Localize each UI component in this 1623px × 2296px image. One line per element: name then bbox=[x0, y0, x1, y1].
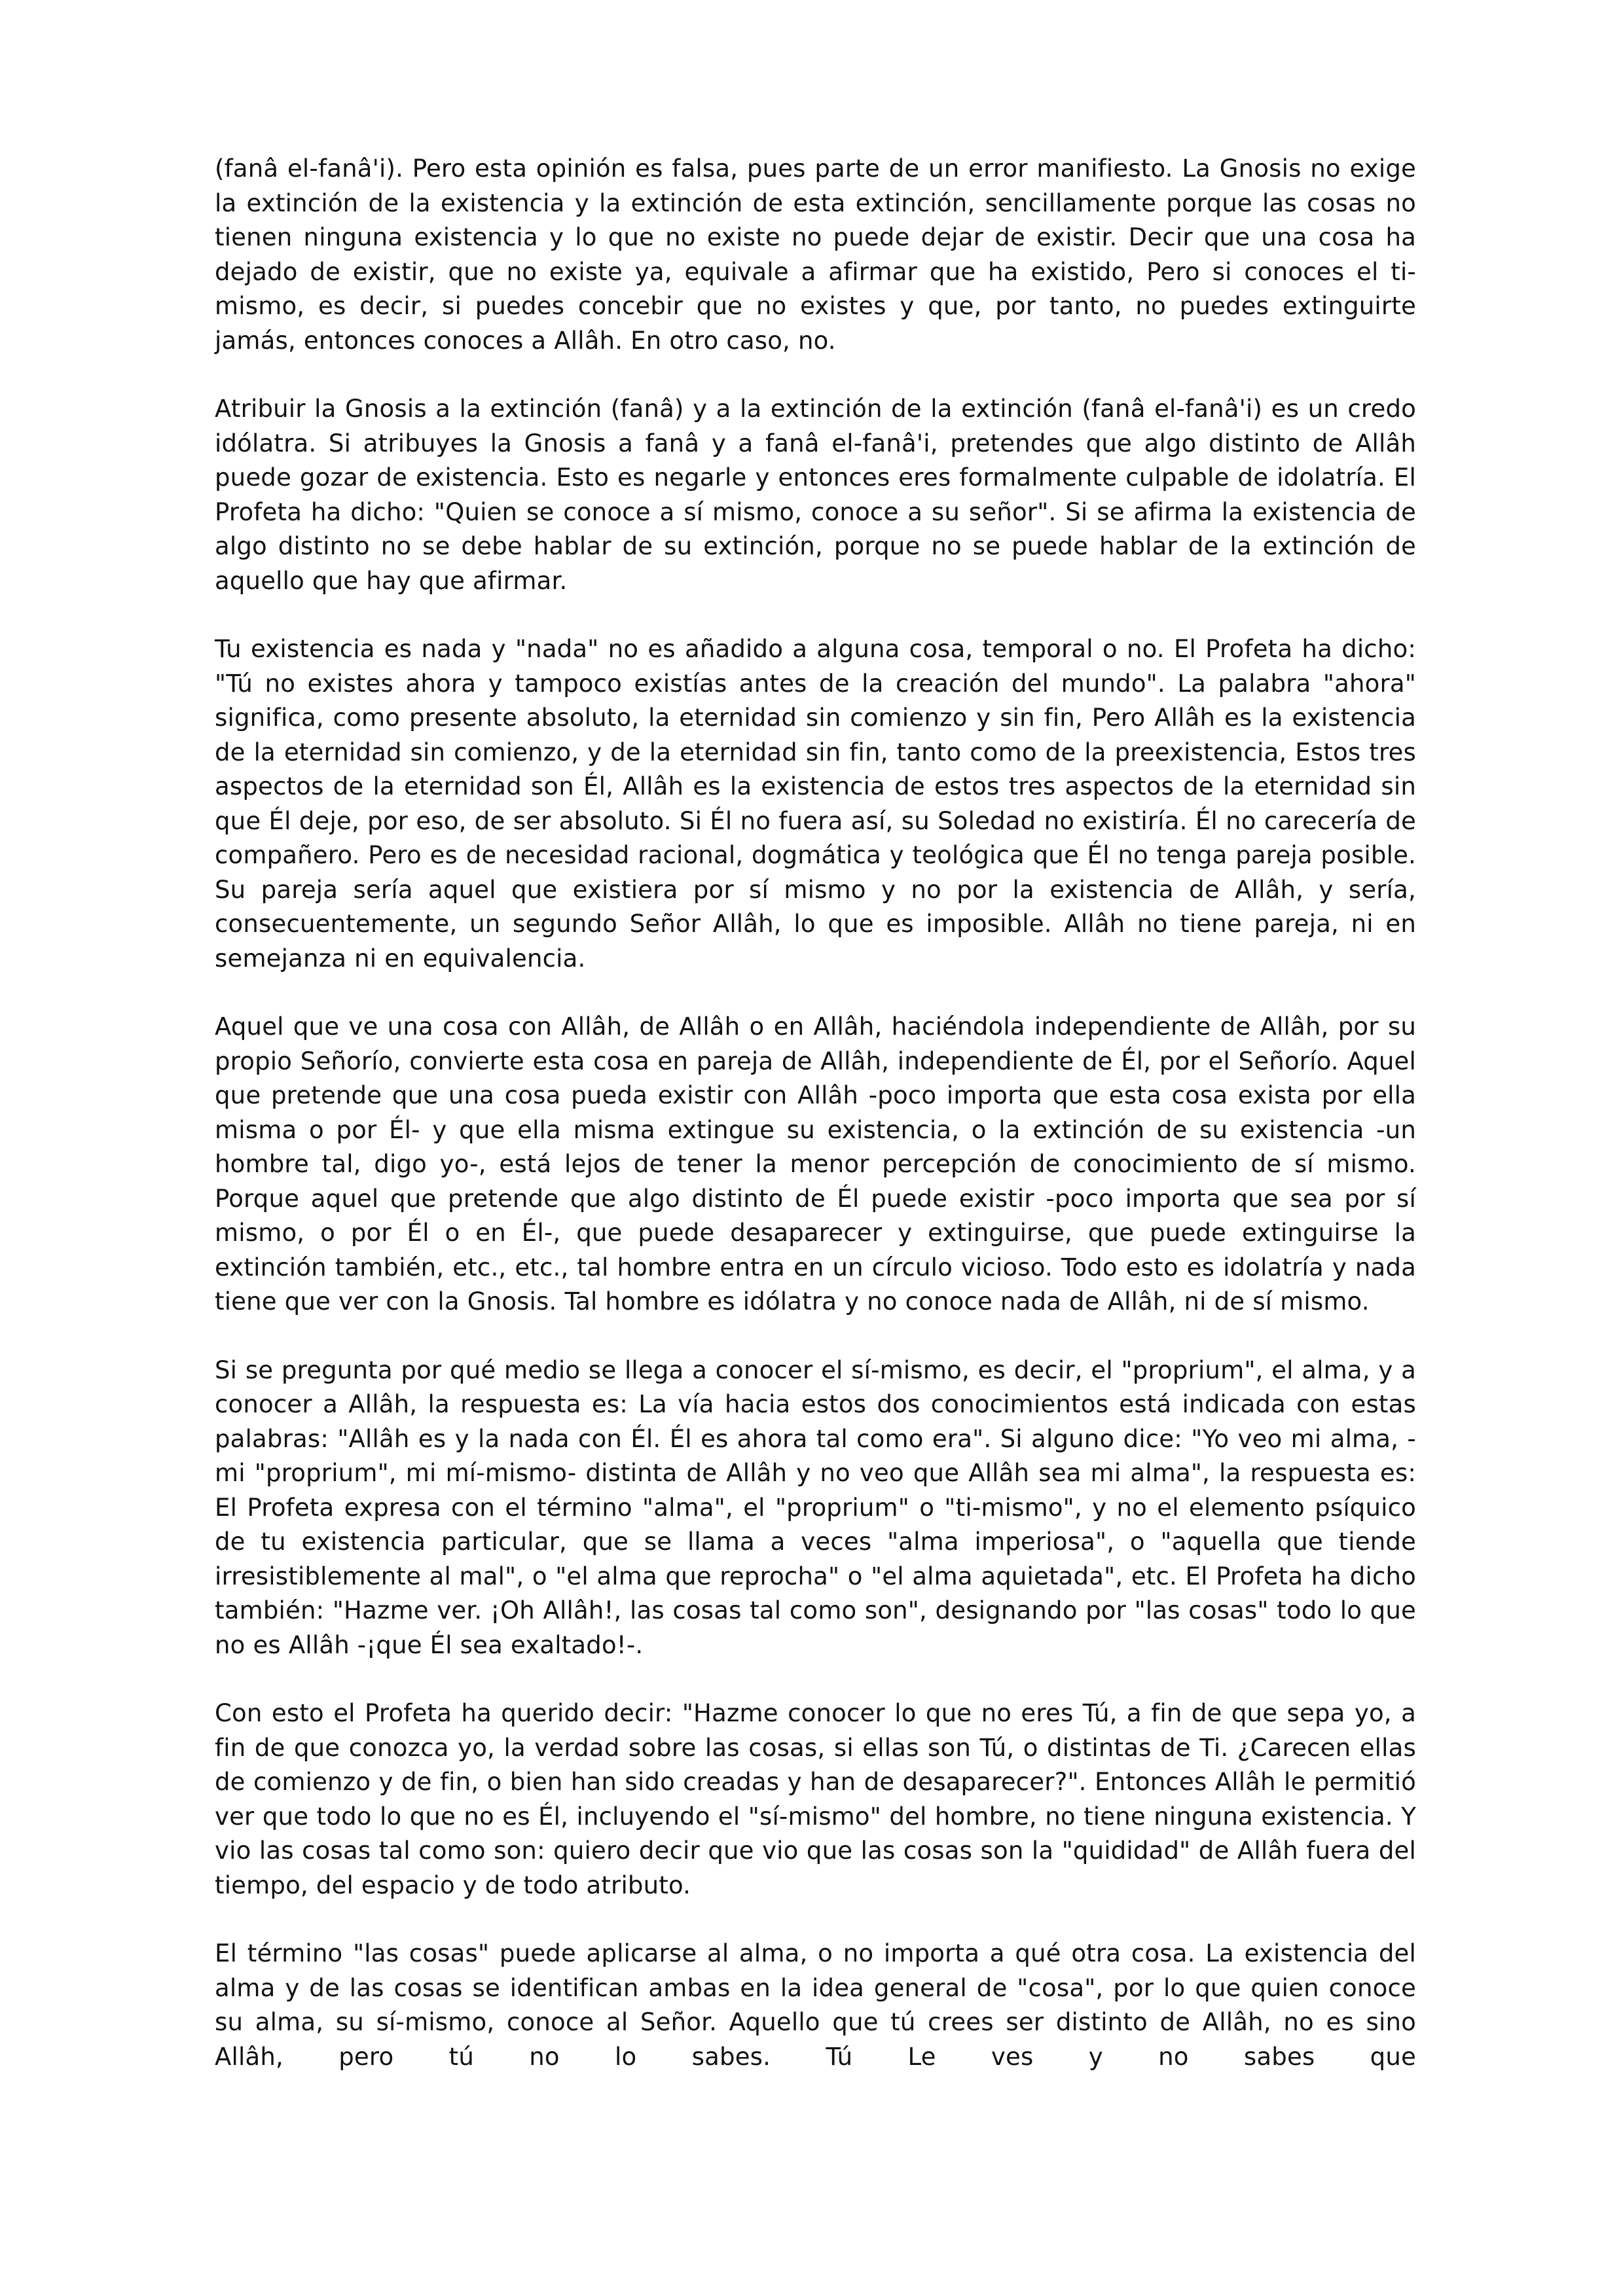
document-page bbox=[215, 152, 1416, 2074]
paragraph-las-cosas: El término "las cosas" puede aplicarse al alma, o no importa a qué otra cosa. La existencia del alma y de las cosas se identifican ambas en la idea general de "cosa", por lo que quien conoce su alma, su sí-mismo, conoce al Señor. Aquello que tú crees ser distinto de Allâh, no es sino Allâh, pero tú no lo sabes. Tú Le ves y no sabes que bbox=[215, 1939, 1416, 2071]
paragraph-conocer-si-mismo: Si se pregunta por qué medio se llega a conocer el sí-mismo, es decir, el "proprium", el alma, y a conocer a Allâh, la respuesta es: La vía hacia estos dos conocimientos está indicada con estas palabras: "Allâh es y la nada con Él. Él es ahora tal como era". Si alguno dice: "Yo veo mi alma, -mi "proprium", mi mí-mismo- distinta de Allâh y no veo que Allâh sea mi alma", la respuesta es: El Profeta expresa con el término "alma", el "proprium" o "ti-mismo", y no el elemento psíquico de tu existencia particular, que se llama a veces "alma imperiosa", o "aquella que tiende irresistiblemente al mal", o "el alma que reprocha" o "el alma aquietada", etc. El Profeta ha dicho también: "Hazme ver. ¡Oh Allâh!, las cosas tal como son", designando por "las cosas" todo lo que no es Allâh -¡que Él sea exaltado!-. bbox=[215, 1355, 1416, 1659]
paragraph-extincion: (fanâ el-fanâ'i). Pero esta opinión es falsa, pues parte de un error manifiesto. La Gnosis no exige la extinción de la existencia y la extinción de esta extinción, sencillamente porque las cosas no tienen ninguna existencia y lo que no existe no puede dejar de existir. Decir que una cosa ha dejado de existir, que no existe ya, equivale a afirmar que ha existido, Pero si conoces el ti-mismo, es decir, si puedes concebir que no existes y que, por tanto, no puedes extinguirte jamás, entonces conoces a Allâh. En otro caso, no. bbox=[215, 154, 1416, 355]
paragraph-gnosis-idolatria: Atribuir la Gnosis a la extinción (fanâ) y a la extinción de la extinción (fanâ el-fanâ'i) es un credo idólatra. Si atribuyes la Gnosis a fanâ y a fanâ el-fanâ'i, pretendes que algo distinto de Allâh puede gozar de existencia. Esto es negarle y entonces eres formalmente culpable de idolatría. El Profeta ha dicho: "Quien se conoce a sí mismo, conoce a su señor". Si se afirma la existencia de algo distinto no se debe hablar de su extinción, porque no se puede hablar de la extinción de aquello que hay que afirmar. bbox=[215, 395, 1416, 595]
paragraph-hazme-conocer: Con esto el Profeta ha querido decir: "Hazme conocer lo que no eres Tú, a fin de que sepa yo, a fin de que conozca yo, la verdad sobre las cosas, si ellas son Tú, o distintas de Ti. ¿Carecen ellas de comienzo y de fin, o bien han sido creadas y han de desaparecer?". Entonces Allâh le permitió ver que todo lo que no es Él, incluyendo el "sí-mismo" del hombre, no tiene ninguna existencia. Y vio las cosas tal como son: quiero decir que vio que las cosas son la "quididad" de Allâh fuera del tiempo, del espacio y de todo atributo. bbox=[215, 1699, 1416, 1899]
paragraph-tu-existencia: Tu existencia es nada y "nada" no es añadido a alguna cosa, temporal o no. El Profeta ha dicho: "Tú no existes ahora y tampoco existías antes de la creación del mundo". La palabra "ahora" significa, como presente absoluto, la eternidad sin comienzo y sin fin, Pero Allâh es la existencia de la eternidad sin comienzo, y de la eternidad sin fin, tanto como de la preexistencia, Estos tres aspectos de la eternidad son Él, Allâh es la existencia de estos tres aspectos de la eternidad sin que Él deje, por eso, de ser absoluto. Si Él no fuera así, su Soledad no existiría. Él no carecería de compañero. Pero es de necesidad racional, dogmática y teológica que Él no tenga pareja posible. Su pareja sería aquel que existiera por sí mismo y no por la existencia de Allâh, y sería, consecuentemente, un segundo Señor Allâh, lo que es imposible. Allâh no tiene pareja, ni en semejanza ni en equivalencia. bbox=[215, 635, 1416, 973]
paragraph-pareja-de-allah: Aquel que ve una cosa con Allâh, de Allâh o en Allâh, haciéndola independiente de Allâh, por su propio Señorío, convierte esta cosa en pareja de Allâh, independiente de Él, por el Señorío. Aquel que pretende que una cosa pueda existir con Allâh -poco importa que esta cosa exista por ella misma o por Él- y que ella misma extingue su existencia, o la extinción de su existencia -un hombre tal, digo yo-, está lejos de tener la menor percepción de conocimiento de sí mismo. Porque aquel que pretende que algo distinto de Él puede existir -poco importa que sea por sí mismo, o por Él o en Él-, que puede desaparecer y extinguirse, que puede extinguirse la extinción también, etc., etc., tal hombre entra en un círculo vicioso. Todo esto es idolatría y nada tiene que ver con la Gnosis. Tal hombre es idólatra y no conoce nada de Allâh, ni de sí mismo. bbox=[215, 1013, 1416, 1316]
